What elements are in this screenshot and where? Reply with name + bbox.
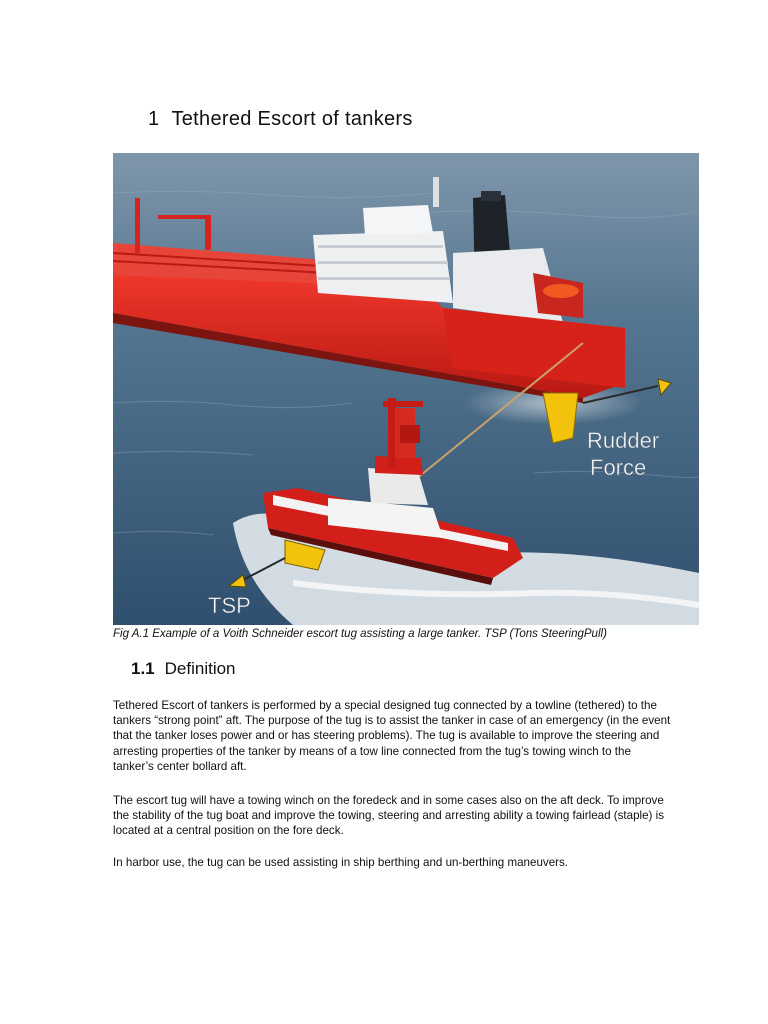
tanker-bridge [313,231,453,303]
paragraph-towing-winch: The escort tug will have a towing winch on the foredeck and in some cases also on the aft deck. To improve the stability of the tug boat and improve the towing, steering and arresting ability a towing fairlead (staple) is located at a central position on the fore deck. [113,794,665,838]
figure-photo [113,153,699,625]
section-title: Tethered Escort of tankers [171,108,413,130]
subsection-title: Definition [164,659,236,678]
rudder-label-line1: Rudder [587,428,660,453]
tsp-label: TSP [208,593,251,618]
section-number: 1 [148,108,160,130]
figure-caption: Fig A.1 Example of a Voith Schneider escort tug assisting a large tanker. TSP (Tons SteeringPull) [113,628,607,640]
section-heading [148,108,413,131]
subsection-heading [131,659,236,679]
paragraph-harbor-use: In harbor use, the tug can be used assisting in ship berthing and un-berthing maneuvers. [113,856,569,869]
rudder-label-line2: Force [590,455,647,480]
subsection-number: 1.1 [131,659,155,678]
paragraph-definition: Tethered Escort of tankers is performed by a special designed tug connected by a towline (tethered) to the tankers “strong point” aft. The purpose of the tug is to assist the tanker in case of an emergency (in the event that the tanker loses power and or has steering problems). The tug is available to improve the steering and arresting properties of the tanker by means of a tow line connected from the tug’s towing winch to the tanker’s center bollard aft. [113,699,671,773]
figure-tanker-escort [113,153,699,625]
